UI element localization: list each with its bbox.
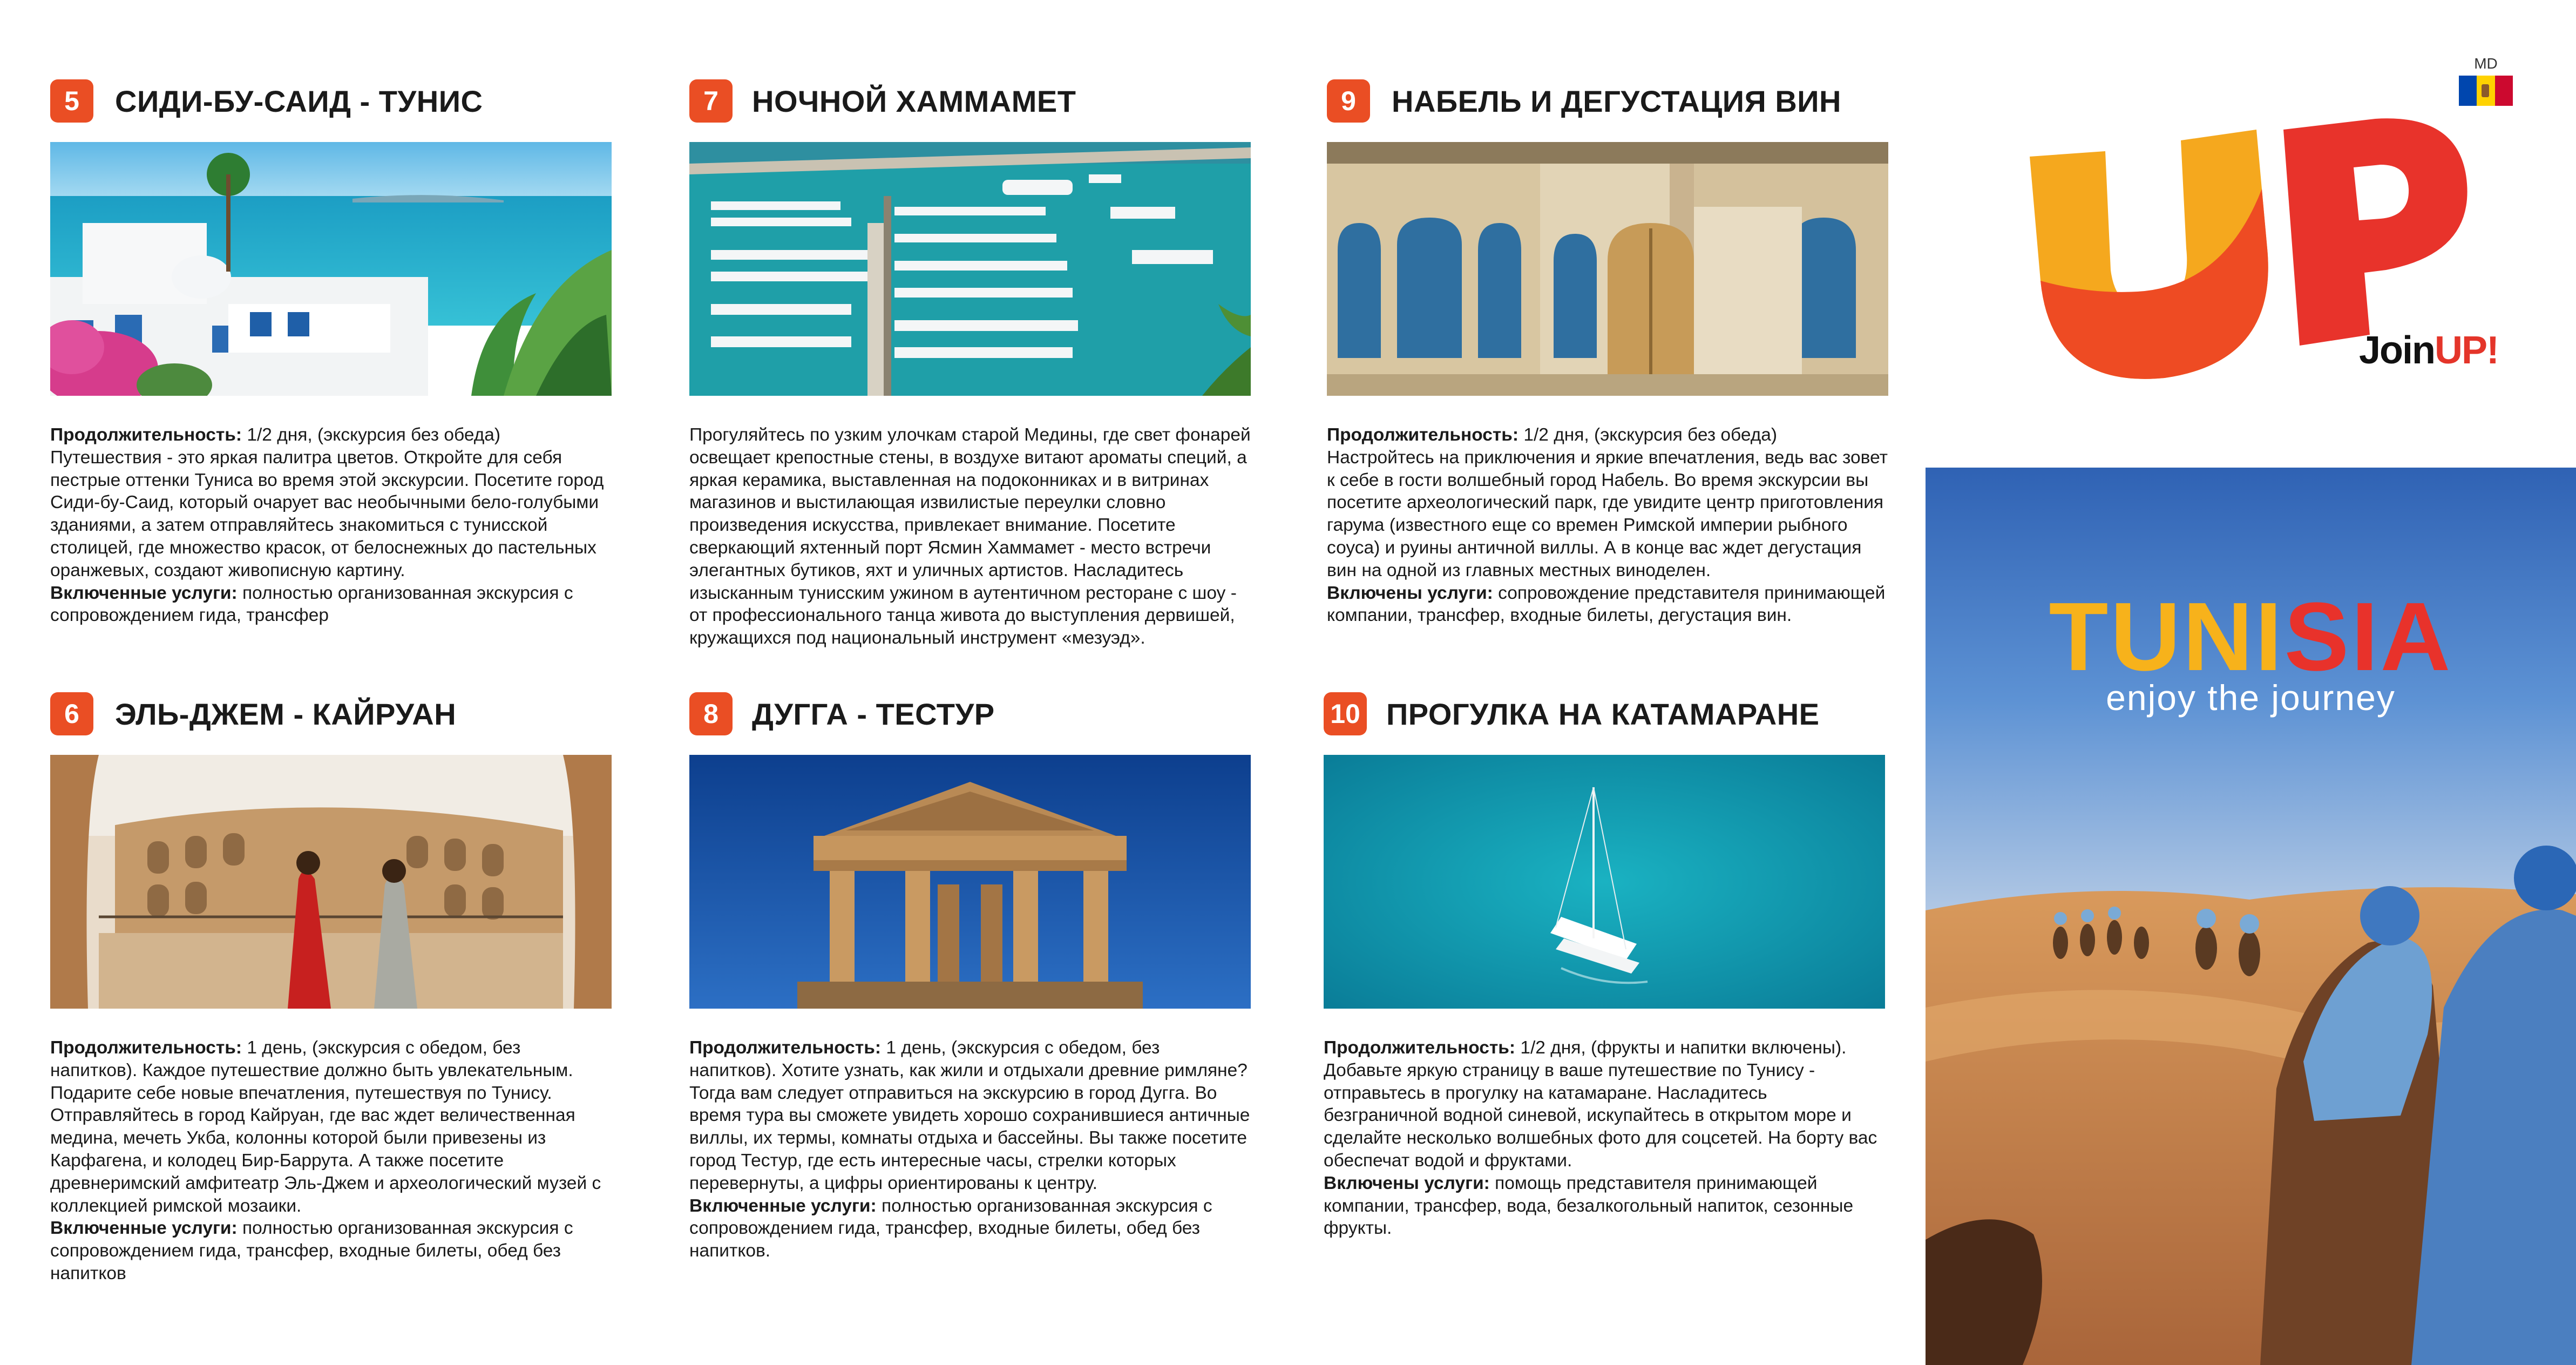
- card-header: [50, 691, 612, 736]
- catamaran-photo: [1324, 755, 1885, 1009]
- excursion-title: СИДИ-БУ-САИД - ТУНИС: [115, 84, 483, 118]
- duration-label: Продолжительность:: [1324, 1038, 1516, 1058]
- excursion-description: [50, 1037, 612, 1285]
- excursion-number-badge: 7: [689, 79, 733, 123]
- flag-stripe-red: [2495, 76, 2513, 106]
- services-label: Включенные услуги:: [689, 1195, 877, 1216]
- excursion-description: [689, 1037, 1251, 1262]
- el-djem-photo: [50, 755, 612, 1009]
- excursion-number-badge: 10: [1324, 692, 1367, 735]
- description-text: Добавьте яркую страницу в ваше путешествие по Тунису - отправьтесь в прогулку на катамаране. Насладитесь безграничной водной синевой, искупайтесь в открытом море и сделайте несколько волшебных фото для соцсетей. На борту вас обеспечат водой и фруктами.: [1324, 1060, 1877, 1171]
- moldova-flag-icon: [2459, 55, 2513, 106]
- description-text: Путешествия - это яркая палитра цветов. Откройте для себя пестрые оттенки Туниса во время этой экскурсии. Посетите город Сиди-бу-Саид, который очарует вас необычными бело-голубыми зданиями, а затем отправляйтесь знакомиться с тунисской столицей, где множество красок, от белоснежных до пастельных оранжевых, создают живописную картину.: [50, 447, 604, 580]
- services-label: Включены услуги:: [1327, 583, 1493, 603]
- excursion-card-nabeul-wine: [1327, 78, 1888, 627]
- card-header: [1327, 78, 1888, 124]
- duration-value: 1/2 дня, (экскурсия без обеда): [242, 425, 501, 445]
- excursion-description: [689, 424, 1251, 650]
- tunisia-cover-panel: [1926, 468, 2576, 1365]
- services-label: Включенные услуги:: [50, 583, 238, 603]
- excursion-description: [1324, 1037, 1885, 1240]
- excursion-title: НОЧНОЙ ХАММАМЕТ: [752, 84, 1076, 118]
- excursion-description: [50, 424, 612, 627]
- duration-value: 1 день, (экскурсия с обедом, без напитков).: [689, 1038, 1160, 1080]
- cover-title-part-1: TUNI: [2049, 583, 2284, 691]
- dougga-temple-photo: [689, 755, 1251, 1009]
- card-header: [1324, 691, 1885, 736]
- services-value: полностью организованная экскурсия с сопровождением гида, трансфер, входные билеты, обед без напитков: [50, 1218, 573, 1283]
- duration-label: Продолжительность:: [50, 425, 242, 445]
- joinup-text-up: UP!: [2435, 329, 2499, 372]
- duration-label: Продолжительность:: [1327, 425, 1519, 445]
- excursion-number-badge: 5: [50, 79, 93, 123]
- cover-subtitle: enjoy the journey: [2106, 678, 2396, 718]
- excursion-card-sidi-bou-said: [50, 78, 612, 627]
- flag-stripe-yellow: [2477, 76, 2494, 106]
- card-header: [689, 691, 1251, 736]
- duration-value: 1/2 дня, (экскурсия без обеда): [1519, 425, 1778, 445]
- excursion-card-night-hammamet: [689, 78, 1251, 650]
- services-label: Включены услуги:: [1324, 1173, 1490, 1193]
- excursion-number-badge: 6: [50, 692, 93, 735]
- cover-title: [1926, 581, 2576, 693]
- flag-stripe-blue: [2459, 76, 2477, 106]
- services-label: Включенные услуги:: [50, 1218, 238, 1239]
- excursion-title: ДУГГА - ТЕСТУР: [752, 697, 995, 731]
- duration-value: 1/2 дня, (фрукты и напитки включены).: [1515, 1038, 1847, 1058]
- card-header: [689, 78, 1251, 124]
- flag-emblem-icon: [2482, 84, 2489, 97]
- services-value: сопровождение представителя принимающей компании, трансфер, входные билеты, дегустация вин.: [1327, 583, 1886, 626]
- services-value: помощь представителя принимающей компании, трансфер, вода, безалкогольный напиток, сезонные фрукты.: [1324, 1173, 1854, 1239]
- excursion-number-badge: 8: [689, 692, 733, 735]
- excursion-description: [1327, 424, 1888, 627]
- excursion-title: НАБЕЛЬ И ДЕГУСТАЦИЯ ВИН: [1392, 84, 1841, 118]
- excursion-title: ПРОГУЛКА НА КАТАМАРАНЕ: [1386, 697, 1820, 731]
- country-code: MD: [2474, 55, 2498, 72]
- joinup-text-join: Join: [2359, 329, 2435, 372]
- excursion-title: ЭЛЬ-ДЖЕМ - КАЙРУАН: [115, 697, 457, 731]
- description-text: Хотите узнать, как жили и отдыхали древние римляне? Тогда вам следует отправиться на экскурсию в город Дугга. Во время тура вы сможете увидеть хорошо сохранившиеся античные виллы, их термы, комнаты отдыха и бассейны. Вы также посетите город Тестур, где есть интересные часы, стрелки которых перевернуты, а цифры ориентированы к центру.: [689, 1060, 1250, 1193]
- excursion-number-badge: 9: [1327, 79, 1370, 123]
- excursion-card-dougga-testour: [689, 691, 1251, 1262]
- card-header: [50, 78, 612, 124]
- duration-label: Продолжительность:: [50, 1038, 242, 1058]
- hammamet-marina-photo: [689, 142, 1251, 396]
- duration-label: Продолжительность:: [689, 1038, 882, 1058]
- excursion-card-el-djem-kairouan: [50, 691, 612, 1285]
- sidi-bou-said-photo: [50, 142, 612, 396]
- description-text: Настройтесь на приключения и яркие впечатления, ведь вас зовет к себе в гости волшебный город Набель. Во время экскурсии вы посетите археологический парк, где увидите центр приготовления гарума (известного еще со времен Римской империи рыбного соуса) и руины античной виллы. А в конце вас ждет дегустация вин на одной из главных местных виноделен.: [1327, 447, 1888, 580]
- cover-title-part-2: SIA: [2284, 583, 2453, 691]
- nabeul-doors-photo: [1327, 142, 1888, 396]
- joinup-slogan: [2359, 328, 2498, 373]
- description-text: Каждое путешествие должно быть увлекательным. Подарите себе новые впечатления, путешествуя по Тунису. Отправляйтесь в город Кайруан, где вас ждет величественная медина, мечеть Укба, колонны которой были привезены из Карфагена, и колодец Бир-Баррута. А также посетите древнеримский амфитеатр Эль-Джем и археологический музей с коллекцией римской мозаики.: [50, 1060, 601, 1216]
- duration-value: 1 день, (экскурсия с обедом, без напитков).: [50, 1038, 521, 1080]
- services-value: полностью организованная экскурсия с сопровождением гида, трансфер: [50, 583, 573, 626]
- excursion-card-catamaran: [1324, 691, 1885, 1240]
- services-value: полностью организованная экскурсия с сопровождением гида, трансфер, входные билеты, обед без напитков.: [689, 1195, 1212, 1261]
- description-text: Прогуляйтесь по узким улочкам старой Медины, где свет фонарей освещает крепостные стены, в воздухе витают ароматы специй, а яркая керамика, выставленная на подоконниках и в витринах магазинов и выстилающая извилистые переулки словно произведения искусства, привлекает внимание. Посетите сверкающий яхтенный порт Ясмин Хаммамет - место встречи элегантных бутиков, яхт и уличных артистов. Насладитесь изысканным тунисским ужином в аутентичном ресторане с шоу - от профессионального танца живота до выступления дервишей, кружащихся под национальный инструмент «мезуэд».: [689, 425, 1251, 648]
